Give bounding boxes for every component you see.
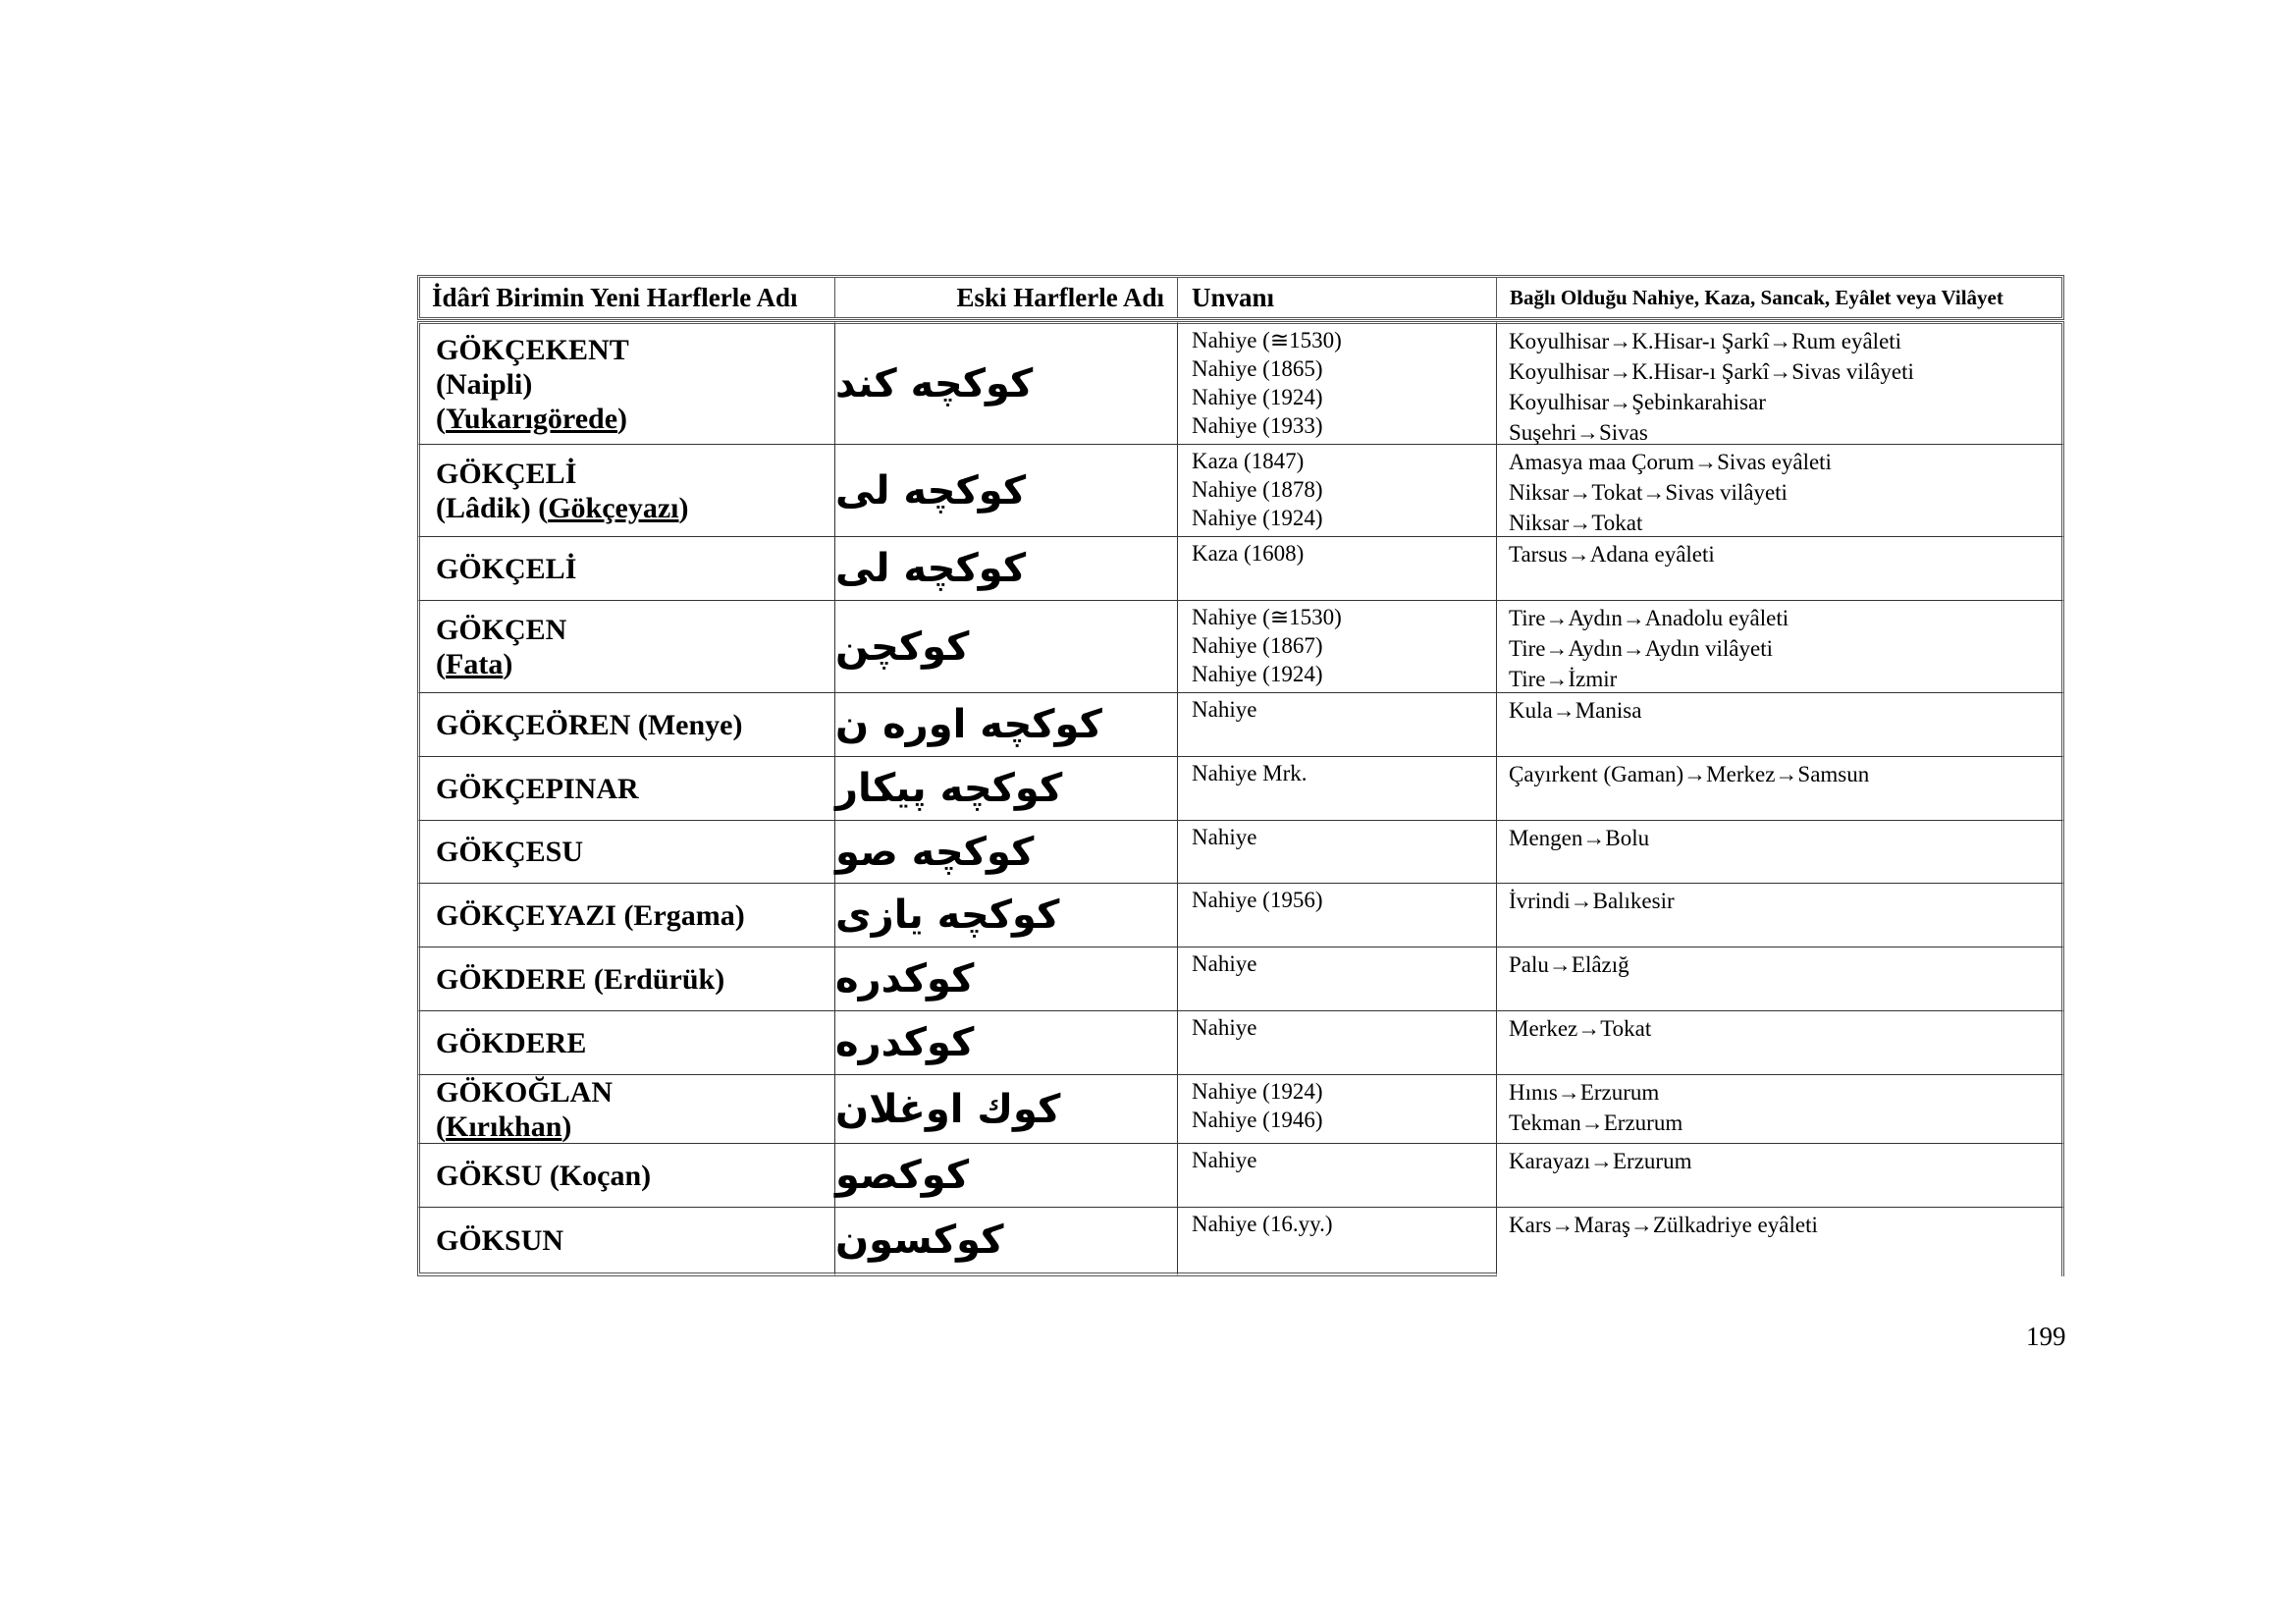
cell-affiliation (1497, 1208, 2064, 1276)
table-header-row (417, 275, 2064, 320)
cell-title (1178, 601, 1497, 693)
cell-old-script-name (835, 321, 1178, 445)
cell-old-script-name (835, 537, 1178, 601)
cell-title (1178, 821, 1497, 884)
affiliation-entry: Kula→Manisa (1509, 698, 1642, 723)
name-line (436, 552, 834, 586)
ottoman-text: كوك اوغلان (835, 1086, 1061, 1132)
affiliation-entry: Tire→İzmir (1509, 667, 1618, 691)
title-entry: Nahiye (1867) (1192, 633, 1323, 658)
cell-old-script-name (835, 601, 1178, 693)
table-row (417, 821, 2064, 884)
ottoman-text: كوكچه كند (835, 361, 1034, 406)
affiliation-entry: Tekman→Erzurum (1509, 1110, 1683, 1135)
cell-old-script-name (835, 757, 1178, 821)
name-text: GÖKDERE (Erdürük) (436, 962, 725, 996)
ottoman-text: كوكچه اوره ن (835, 702, 1102, 747)
affiliation-entry: Merkez→Tokat (1509, 1016, 1652, 1041)
cell-new-name (417, 821, 835, 884)
name-text: GÖKSU (Koçan) (436, 1159, 652, 1192)
title-entry: Nahiye (1956) (1192, 888, 1323, 912)
name-text: GÖKDERE (436, 1026, 587, 1059)
header-title: Unvanı (1178, 278, 1497, 317)
name-text: ) (561, 1110, 572, 1143)
name-line (436, 491, 834, 525)
cell-old-script-name (835, 1208, 1178, 1276)
affiliation-entry: Karayazı→Erzurum (1509, 1149, 1692, 1173)
title-entry: Kaza (1608) (1192, 541, 1305, 566)
name-line (436, 835, 834, 869)
cell-old-script-name (835, 693, 1178, 757)
title-entry: Nahiye (1924) (1192, 1079, 1323, 1104)
cell-title (1178, 445, 1497, 537)
name-text: GÖKÇEN (436, 613, 567, 646)
name-text: ( (436, 1110, 446, 1143)
table-row (417, 445, 2064, 537)
cell-new-name (417, 1011, 835, 1075)
name-text: ( (436, 647, 446, 680)
cell-affiliation (1497, 947, 2064, 1011)
affiliation-entry: Niksar→Tokat→Sivas vilâyeti (1509, 480, 1788, 505)
affiliation-entry: Niksar→Tokat (1509, 511, 1643, 535)
cell-title (1178, 1075, 1497, 1144)
affiliation-entry: Çayırkent (Gaman)→Merkez→Samsun (1509, 762, 1870, 786)
title-entry: Nahiye (1192, 825, 1257, 849)
name-text: (Naipli) (436, 367, 533, 401)
cell-title (1178, 947, 1497, 1011)
underlined-current-name: Gökçeyazı (548, 491, 679, 524)
title-entry: Nahiye Mrk. (1192, 761, 1308, 785)
title-entry: Nahiye (1924) (1192, 506, 1323, 530)
underlined-current-name: Yukarıgörede (446, 402, 618, 435)
cell-affiliation (1497, 321, 2064, 445)
name-line (436, 962, 834, 997)
name-line (436, 1223, 834, 1258)
name-text: GÖKÇELİ (436, 457, 577, 490)
cell-new-name (417, 1075, 835, 1144)
cell-affiliation (1497, 601, 2064, 693)
ottoman-text: كوكسون (835, 1218, 1004, 1263)
cell-new-name (417, 757, 835, 821)
title-entry: Nahiye (1933) (1192, 413, 1323, 438)
cell-title (1178, 757, 1497, 821)
name-text: GÖKSUN (436, 1223, 564, 1257)
header-affiliation: Bağlı Olduğu Nahiye, Kaza, Sancak, Eyâlet veya Vilâyet (1510, 285, 2003, 309)
table-row (417, 1144, 2064, 1208)
affiliation-entry: Amasya maa Çorum→Sivas eyâleti (1509, 450, 1832, 474)
title-entry: Nahiye (1192, 1015, 1257, 1040)
cell-affiliation (1497, 757, 2064, 821)
ottoman-text: كوكچن (835, 623, 970, 670)
cell-title (1178, 1011, 1497, 1075)
name-text: GÖKÇELİ (436, 552, 577, 585)
cell-old-script-name (835, 884, 1178, 947)
table-row (417, 693, 2064, 757)
name-text: ) (678, 491, 689, 524)
cell-old-script-name (835, 1011, 1178, 1075)
affiliation-entry: Tarsus→Adana eyâleti (1509, 542, 1715, 567)
title-entry: Nahiye (1192, 951, 1257, 976)
name-text: ( (436, 402, 446, 435)
affiliation-entry: Koyulhisar→Şebinkarahisar (1509, 390, 1766, 414)
ottoman-text: كوكچه صو (835, 829, 1035, 875)
cell-new-name (417, 884, 835, 947)
name-line (436, 613, 834, 647)
ottoman-text: كوكچه لى (835, 546, 1027, 591)
table-row (417, 601, 2064, 693)
table-row (417, 884, 2064, 947)
cell-new-name (417, 693, 835, 757)
title-entry: Kaza (1847) (1192, 449, 1305, 473)
cell-title (1178, 321, 1497, 445)
ottoman-text: كوكدره (835, 956, 975, 1001)
title-entry: Nahiye (≅1530) (1192, 605, 1342, 629)
cell-new-name (417, 1144, 835, 1208)
table-row (417, 1208, 2064, 1276)
cell-affiliation (1497, 693, 2064, 757)
name-text: GÖKÇEKENT (436, 333, 629, 366)
title-entry: Nahiye (1946) (1192, 1108, 1323, 1132)
name-text: (Lâdik) ( (436, 491, 549, 524)
underlined-current-name: Kırıkhan (446, 1110, 562, 1143)
name-line (436, 708, 834, 742)
name-text: GÖKÇEÖREN (Menye) (436, 708, 743, 741)
cell-affiliation (1497, 537, 2064, 601)
name-line (436, 457, 834, 491)
cell-new-name (417, 1208, 835, 1276)
ottoman-text: كوكصو (835, 1153, 970, 1198)
name-line (436, 333, 834, 367)
ottoman-text: كوكچه يازى (835, 893, 1060, 938)
affiliation-entry: Palu→Elâzığ (1509, 952, 1629, 977)
name-line (436, 1026, 834, 1060)
cell-new-name (417, 445, 835, 537)
name-line (436, 772, 834, 806)
cell-new-name (417, 321, 835, 445)
cell-new-name (417, 601, 835, 693)
name-text: GÖKOĞLAN (436, 1075, 614, 1109)
affiliation-entry: Kars→Maraş→Zülkadriye eyâleti (1509, 1213, 1818, 1237)
name-line (436, 1110, 834, 1144)
title-entry: Nahiye (1924) (1192, 385, 1323, 409)
table-row (417, 537, 2064, 601)
affiliation-entry: Tire→Aydın→Aydın vilâyeti (1509, 636, 1774, 661)
title-entry: Nahiye (1865) (1192, 356, 1323, 381)
cell-old-script-name (835, 947, 1178, 1011)
cell-affiliation (1497, 1144, 2064, 1208)
affiliation-entry: Hınıs→Erzurum (1509, 1080, 1660, 1105)
cell-affiliation (1497, 445, 2064, 537)
cell-affiliation (1497, 1075, 2064, 1144)
underlined-current-name: Fata (446, 647, 504, 680)
cell-old-script-name (835, 821, 1178, 884)
name-text: GÖKÇEPINAR (436, 772, 639, 805)
cell-affiliation (1497, 884, 2064, 947)
table-row (417, 947, 2064, 1011)
header-old-script-name: Eski Harflerle Adı (835, 278, 1178, 317)
name-line (436, 402, 834, 436)
table-row (417, 1075, 2064, 1144)
cell-old-script-name (835, 1075, 1178, 1144)
table-row (417, 757, 2064, 821)
title-entry: Nahiye (1192, 697, 1257, 722)
affiliation-entry: Suşehri→Sivas (1509, 420, 1648, 445)
affiliation-entry: İvrindi→Balıkesir (1509, 889, 1675, 913)
cell-new-name (417, 947, 835, 1011)
ottoman-text: كوكدره (835, 1020, 975, 1065)
name-line (436, 1159, 834, 1193)
title-entry: Nahiye (1878) (1192, 477, 1323, 502)
title-entry: Nahiye (1192, 1148, 1257, 1172)
name-text: ) (503, 647, 513, 680)
name-line (436, 898, 834, 933)
name-line (436, 367, 834, 402)
name-text: GÖKÇEYAZI (Ergama) (436, 898, 745, 932)
title-entry: Nahiye (1924) (1192, 662, 1323, 686)
ottoman-text: كوكچه لى (835, 467, 1027, 514)
cell-title (1178, 693, 1497, 757)
header-new-name: İdârî Birimin Yeni Harflerle Adı (420, 278, 835, 317)
cell-old-script-name (835, 445, 1178, 537)
name-line (436, 647, 834, 681)
cell-affiliation (1497, 1011, 2064, 1075)
affiliation-entry: Mengen→Bolu (1509, 826, 1650, 850)
cell-title (1178, 1144, 1497, 1208)
cell-title (1178, 1208, 1497, 1276)
cell-old-script-name (835, 1144, 1178, 1208)
affiliation-entry: Koyulhisar→K.Hisar-ı Şarkî→Rum eyâleti (1509, 329, 1902, 353)
title-entry: Nahiye (≅1530) (1192, 328, 1342, 352)
table-row (417, 321, 2064, 445)
affiliation-entry: Tire→Aydın→Anadolu eyâleti (1509, 606, 1789, 630)
name-line (436, 1075, 834, 1110)
name-text: ) (617, 402, 628, 435)
ottoman-text: كوكچه پيكار (835, 766, 1063, 811)
page-number: 199 (2026, 1322, 2066, 1351)
cell-affiliation (1497, 821, 2064, 884)
cell-title (1178, 537, 1497, 601)
table-row (417, 1011, 2064, 1075)
title-entry: Nahiye (16.yy.) (1192, 1212, 1333, 1236)
cell-new-name (417, 537, 835, 601)
affiliation-entry: Koyulhisar→K.Hisar-ı Şarkî→Sivas vilâyeti (1509, 359, 1914, 384)
name-text: GÖKÇESU (436, 836, 584, 868)
cell-title (1178, 884, 1497, 947)
